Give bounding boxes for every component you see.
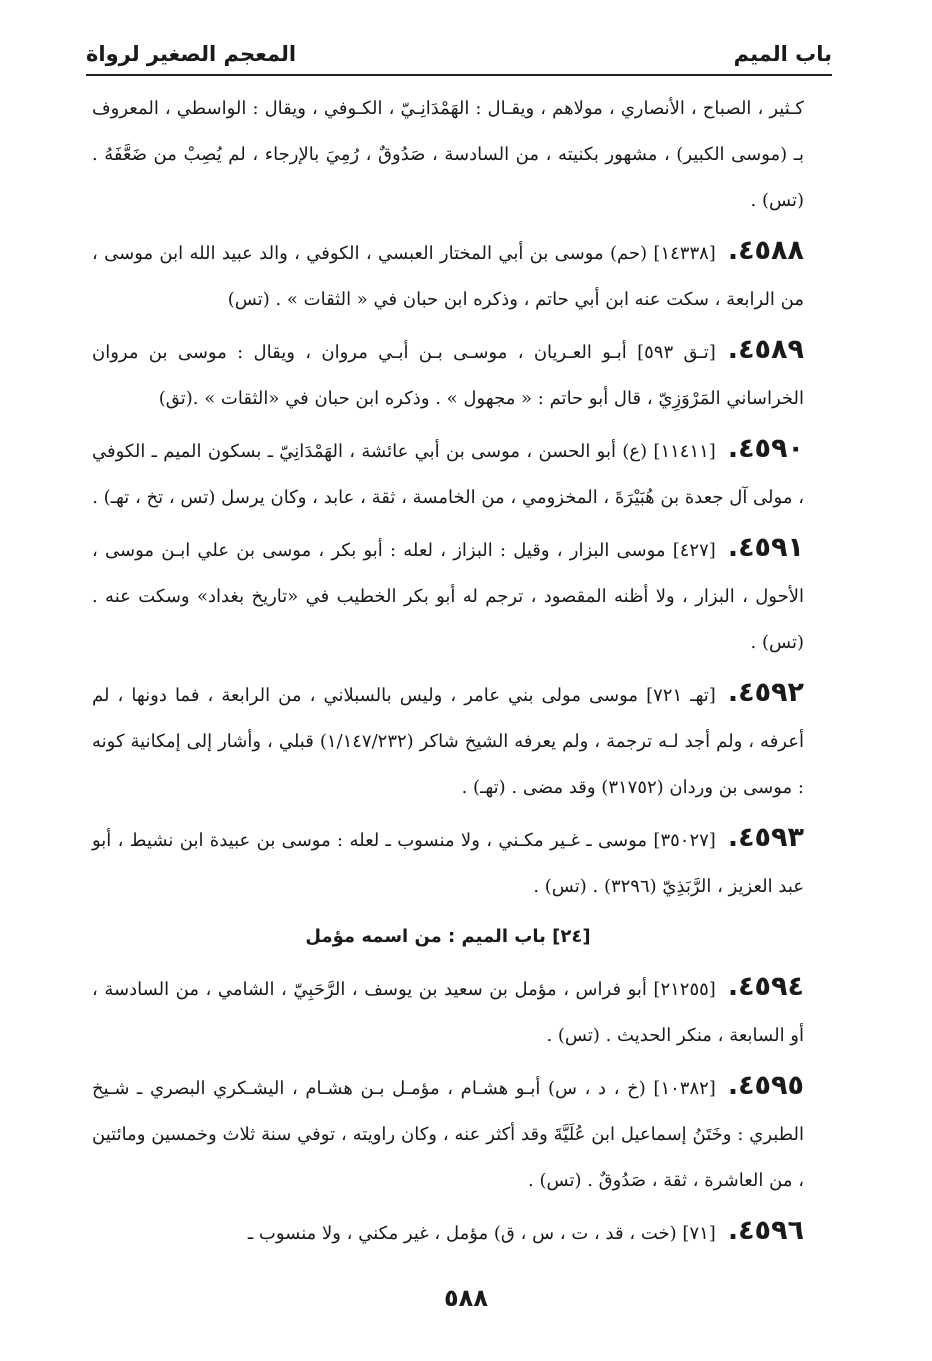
page-number: ٥٨٨ — [444, 1284, 488, 1312]
entry-number: ٤٥٩٠. — [727, 433, 804, 464]
continued-entry-text: كـثير ، الصباح ، الأنصاري ، مولاهم ، ويقـال : الهَمْدَانِـيّ ، الكـوفي ، ويقال : الواسطي ، المعروف بـ (موسى الكبير) ، مشهور بكنيته ، من السادسة ، صَدُوقٌ ، رُمِيَ بالإرجاء ، لم يُصِبْ من ضَعَّفَهُ . (تس) . — [92, 98, 804, 211]
entry — [92, 815, 804, 910]
entry — [92, 670, 804, 811]
entry-text: [٤٢٧] موسى البزار ، وقيل : البزاز ، لعله : أبو بكر ، موسى بن علي ابـن موسى ، الأحول ، البزار ، ولا أظنه المقصود ، ترجم له أبو بكر الخطيب في «تاريخ بغداد» وسكت عنه . (تس) . — [92, 540, 804, 653]
entry-number: ٤٥٩٤. — [727, 971, 804, 1002]
entry-number: ٤٥٩٦. — [727, 1215, 804, 1246]
page-body — [92, 86, 804, 1261]
entry-number: ٤٥٩٥. — [727, 1070, 804, 1101]
entry — [92, 525, 804, 666]
entry-text: [٣٥٠٢٧] موسى ـ غـير مكـني ، ولا منسوب ـ لعله : موسى بن عبيدة ابن نشيط ، أبو عبد العزيز ، الرَّبَذِيّ (٣٢٩٦) . (تس) . — [92, 830, 804, 897]
entry — [92, 327, 804, 422]
entry — [92, 1208, 804, 1257]
entry-number: ٤٥٩٣. — [727, 822, 804, 853]
section-subheading: [٢٤] باب الميم : من اسمه مؤمل — [305, 926, 591, 947]
book-title: المعجم الصغير لرواة — [86, 42, 297, 66]
entry-text: [تهـ ٧٢١] موسى مولى بني عامر ، وليس بالسبلاني ، من الرابعة ، فما دونها ، لم أعرفه ، ولم أجد لـه ترجمة ، ولم يعرفه الشيخ شاكر (١/١٤٧/٢٣٢) قبلي ، وأشار إلى إمكانية كونه : موسى بن وردان (٣١٧٥٢) وقد مضى . (تهـ) . — [92, 685, 804, 798]
entry-text: [١٤٣٣٨] (حم) موسى بن أبي المختار العبسي ، الكوفي ، والد عبيد الله ابن موسى ، من الرابعة ، سكت عنه ابن أبي حاتم ، وذكره ابن حبان في « الثقات » . (تس) — [92, 243, 804, 310]
entry-text: [١٠٣٨٢] (خ ، د ، س) أبـو هشـام ، مؤمـل بـن هشـام ، اليشـكري البصري ـ شـيخ الطبري : وخَتَنُ إسماعيل ابن عُلَيَّةَ وقد أكثر عنه ، وكان راويته ، توفي سنة ثلاث وخمسين ومائتين ، من العاشرة ، ثقة ، صَدُوقٌ . (تس) . — [92, 1078, 804, 1191]
entry — [92, 426, 804, 521]
entry-number: ٤٥٨٩. — [727, 334, 804, 365]
entry-text: [٢١٢٥٥] أبو فراس ، مؤمل بن سعيد بن يوسف ، الرَّحَبِيّ ، الشامي ، من السادسة ، أو السابعة ، منكر الحديث . (تس) . — [92, 979, 804, 1046]
entry — [92, 1063, 804, 1204]
entry — [92, 964, 804, 1059]
entry-number: ٤٥٩١. — [727, 532, 804, 563]
entry-text: [٧١] (خت ، قد ، ت ، س ، ق) مؤمل ، غير مكني ، ولا منسوب ـ — [247, 1223, 716, 1244]
entry-number: ٤٥٨٨. — [727, 235, 804, 266]
entry-text: [تـق ٥٩٣] أبـو العـريان ، موسـى بـن أبـي مروان ، ويقال : موسى بن مروان الخراساني المَرْوَزِيّ ، قال أبو حاتم : « مجهول » . وذكره ابن حبان في «الثقات » .(تق) — [92, 342, 804, 409]
entry-number: ٤٥٩٢. — [727, 677, 805, 708]
chapter-title: باب الميم — [733, 42, 832, 66]
entry-text: [١١٤١١] (ع) أبو الحسن ، موسى بن أبي عائشة ، الهَمْدَانِيّ ـ بسكون الميم ـ الكوفي ، مولى آل جعدة بن هُبَيْرَةَ ، المخزومي ، من الخامسة ، ثقة ، عابد ، وكان يرسل (تس ، تخ ، تهـ) . — [92, 441, 804, 508]
running-header — [86, 38, 832, 76]
entry — [92, 228, 804, 323]
